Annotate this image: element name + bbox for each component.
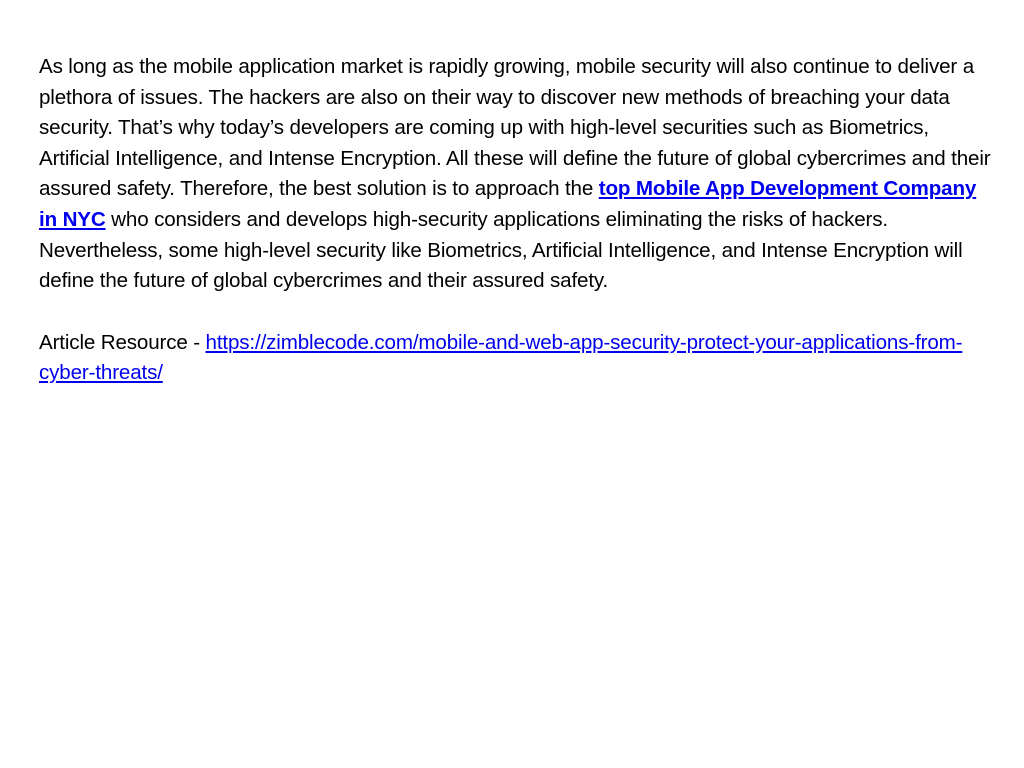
paragraph-text-after-link: who considers and develops high-security applications eliminating the risks of hackers. Nevertheless, some high-level security like Biometrics, Artificial Intelligence, and Intense Encryption will define the future of global cybercrimes and their assured safety. <box>39 207 963 293</box>
article-resource-label: Article Resource - <box>39 330 206 354</box>
article-resource-link[interactable]: https://zimblecode.com/mobile-and-web-app-security-protect-your-applications-from-cyber-threats/ <box>39 330 963 385</box>
paragraph-text-before-link: As long as the mobile application market is rapidly growing, mobile security will also continue to deliver a plethora of issues. The hackers are also on their way to discover new methods of breaching your data security. That’s why today’s developers are coming up with high-level securities such as Biometrics, Artificial Intelligence, and Intense Encryption. All these will define the future of global cybercrimes and their assured safety. Therefore, the best solution is to approach the <box>39 55 991 201</box>
body-paragraph <box>39 52 999 297</box>
article-resource-paragraph <box>39 328 999 389</box>
slide-content <box>39 52 999 389</box>
company-link[interactable]: top Mobile App Development Company in NYC <box>39 177 977 231</box>
